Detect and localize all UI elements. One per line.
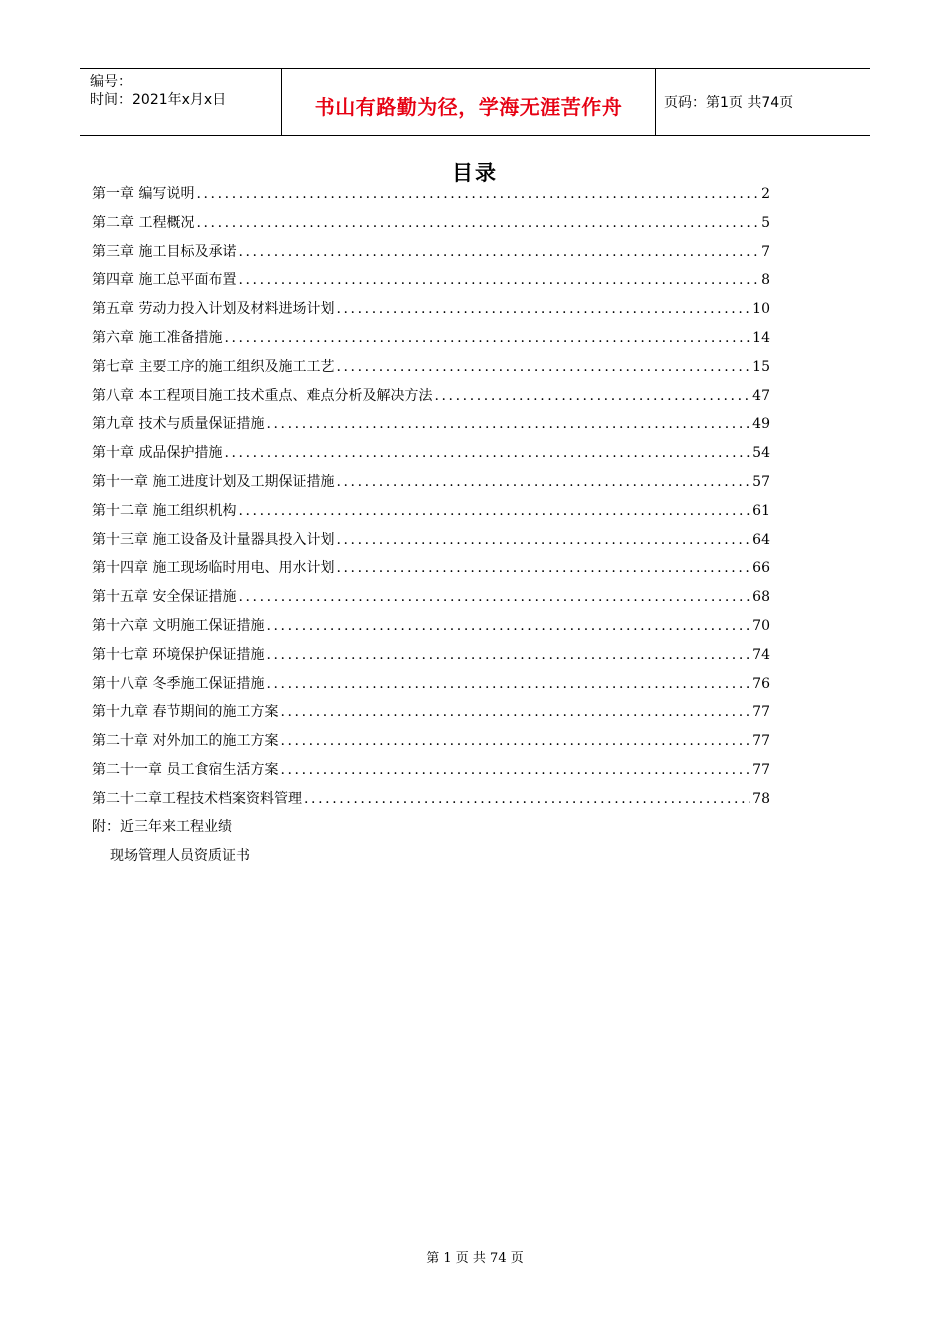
toc-title: 目录 [452, 161, 498, 185]
toc-entry[interactable] [92, 410, 770, 439]
header-info-cell [80, 69, 282, 135]
toc-entry-page: 70 [752, 617, 770, 634]
header-motto-cell [282, 69, 656, 135]
toc-entry-page: 68 [752, 589, 770, 606]
toc-dot-leader [238, 266, 759, 295]
toc-entry-label: 第十九章 春节期间的施工方案 [92, 704, 279, 721]
toc-entry[interactable] [92, 526, 770, 555]
toc-entry-page: 47 [752, 387, 770, 404]
toc-entry[interactable] [92, 583, 770, 612]
toc-entry-page: 64 [752, 531, 770, 548]
toc-entry-page: 77 [752, 761, 770, 778]
page-footer: 第 1 页 共 74 页 [426, 1251, 524, 1266]
toc-entry[interactable] [92, 698, 770, 727]
toc-dot-leader [336, 554, 750, 583]
toc-entry-page: 8 [761, 272, 770, 289]
toc-dot-leader [266, 612, 750, 641]
toc-dot-leader [266, 641, 750, 670]
document-header [80, 68, 870, 136]
toc-dot-leader [266, 410, 750, 439]
toc-entry-label: 第八章 本工程项目施工技术重点、难点分析及解决方法 [92, 387, 433, 404]
toc-entry[interactable] [92, 554, 770, 583]
toc-dot-leader [238, 238, 759, 267]
toc-entry-label: 第七章 主要工序的施工组织及施工工艺 [92, 358, 335, 375]
toc-entry-page: 54 [752, 445, 770, 462]
toc-entry-label: 第五章 劳动力投入计划及材料进场计划 [92, 301, 335, 318]
toc-entry[interactable] [92, 727, 770, 756]
toc-entry-page: 49 [752, 416, 770, 433]
toc-entry[interactable] [92, 180, 770, 209]
toc-entry-label: 第四章 施工总平面布置 [92, 272, 237, 289]
toc-dot-leader [434, 382, 750, 411]
toc-entry-page: 61 [752, 502, 770, 519]
toc-entry-label: 第六章 施工准备措施 [92, 329, 223, 346]
toc-entry[interactable] [92, 641, 770, 670]
header-motto: 书山有路勤为径，学海无涯苦作舟 [314, 94, 623, 119]
toc-entry-page: 15 [752, 358, 770, 375]
toc-entry-page: 2 [761, 186, 770, 202]
toc-dot-leader [336, 468, 750, 497]
toc-entry-label: 第九章 技术与质量保证措施 [92, 416, 265, 433]
toc-entry-label: 第十一章 施工进度计划及工期保证措施 [92, 473, 335, 490]
toc-entry-label: 第二十一章 员工食宿生活方案 [92, 761, 279, 778]
toc-entry[interactable] [92, 266, 770, 295]
toc-dot-leader [336, 353, 750, 382]
toc-entry-page: 5 [761, 214, 770, 231]
appendix-line-2: 现场管理人员资质证书 [110, 848, 250, 864]
toc-entry[interactable] [92, 468, 770, 497]
toc-dot-leader [238, 497, 750, 526]
toc-entry-label: 第一章 编写说明 [92, 186, 195, 202]
toc-dot-leader [196, 209, 759, 238]
toc-entry-page: 57 [752, 473, 770, 490]
header-page-cell [656, 69, 870, 135]
header-page-info: 页码：第1页 共74页 [664, 95, 794, 111]
toc-entry-label: 第十章 成品保护措施 [92, 445, 223, 462]
toc-entry[interactable] [92, 295, 770, 324]
toc-dot-leader [238, 583, 750, 612]
toc-dot-leader [336, 295, 750, 324]
toc-entry-label: 第十八章 冬季施工保证措施 [92, 675, 265, 692]
table-of-contents [92, 180, 770, 814]
toc-dot-leader [280, 698, 750, 727]
toc-entry[interactable] [92, 439, 770, 468]
toc-entry[interactable] [92, 238, 770, 267]
toc-entry-label: 第十二章 施工组织机构 [92, 502, 237, 519]
toc-entry-page: 77 [752, 704, 770, 721]
toc-entry-page: 7 [761, 243, 770, 260]
document-number-label: 编号： [90, 74, 132, 90]
toc-entry[interactable] [92, 382, 770, 411]
toc-dot-leader [224, 439, 750, 468]
toc-entry-label: 第三章 施工目标及承诺 [92, 243, 237, 260]
toc-dot-leader [280, 727, 750, 756]
toc-entry-label: 第十四章 施工现场临时用电、用水计划 [92, 560, 335, 577]
toc-entry-label: 第十三章 施工设备及计量器具投入计划 [92, 531, 335, 548]
toc-entry[interactable] [92, 497, 770, 526]
toc-entry-page: 74 [752, 646, 770, 663]
toc-dot-leader [336, 526, 750, 555]
toc-entry[interactable] [92, 756, 770, 785]
toc-entry-label: 第二十二章工程技术档案资料管理 [92, 790, 302, 807]
toc-dot-leader [280, 756, 750, 785]
toc-entry-label: 第二十章 对外加工的施工方案 [92, 733, 279, 750]
toc-dot-leader [196, 180, 759, 209]
toc-entry-label: 第十七章 环境保护保证措施 [92, 646, 265, 663]
toc-entry-label: 第十六章 文明施工保证措施 [92, 617, 265, 634]
toc-entry[interactable] [92, 785, 770, 814]
toc-dot-leader [304, 785, 750, 814]
toc-entry-page: 14 [752, 329, 770, 346]
toc-entry-page: 76 [752, 675, 770, 692]
toc-entry-label: 第二章 工程概况 [92, 214, 195, 231]
appendix-line-1: 附：近三年来工程业绩 [92, 819, 232, 835]
toc-entry-page: 78 [752, 790, 770, 807]
toc-entry-page: 66 [752, 560, 770, 577]
toc-entry[interactable] [92, 353, 770, 382]
toc-dot-leader [224, 324, 750, 353]
toc-entry-page: 10 [752, 301, 770, 318]
toc-entry[interactable] [92, 324, 770, 353]
toc-entry-page: 77 [752, 733, 770, 750]
toc-entry-label: 第十五章 安全保证措施 [92, 589, 237, 606]
toc-entry[interactable] [92, 670, 770, 699]
toc-dot-leader [266, 670, 750, 699]
toc-entry[interactable] [92, 209, 770, 238]
toc-entry[interactable] [92, 612, 770, 641]
document-time-label: 时间：2021年x月x日 [90, 92, 227, 108]
